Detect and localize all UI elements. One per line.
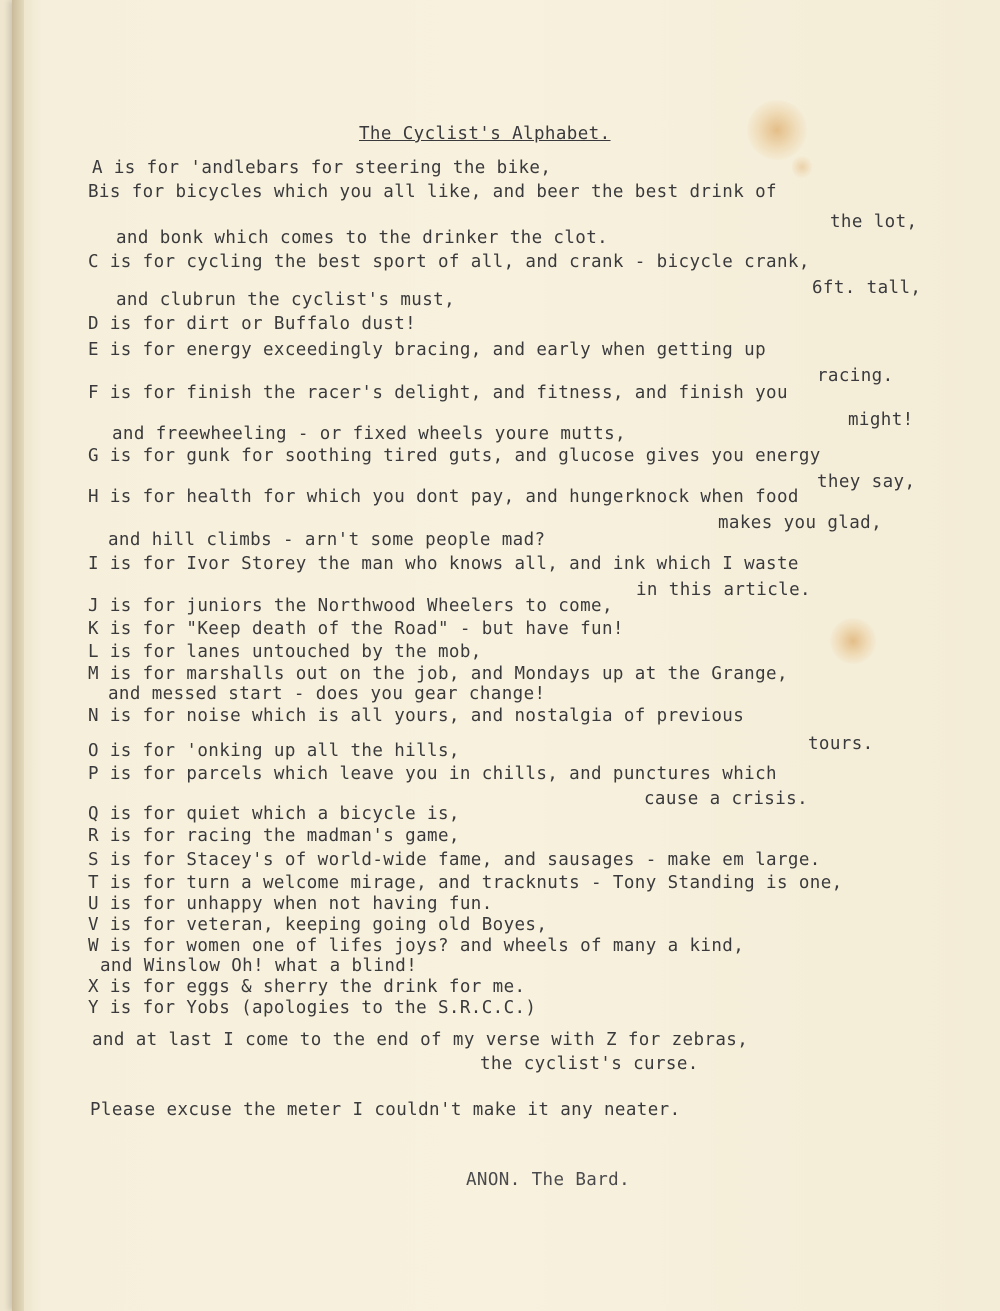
line-d: D is for dirt or Buffalo dust! xyxy=(88,314,417,334)
poem xyxy=(12,0,1000,1311)
line-g: G is for gunk for soothing tired guts, and glucose gives you energy xyxy=(88,446,821,466)
line-b-cont: the lot, xyxy=(830,212,918,232)
line-c-cont: 6ft. tall, xyxy=(812,278,922,298)
line-t: T is for turn a welcome mirage, and tracknuts - Tony Standing is one, xyxy=(88,873,843,893)
line-k: K is for "Keep death of the Road" - but have fun! xyxy=(88,619,624,639)
line-b: Bis for bicycles which you all like, and beer the best drink of xyxy=(88,182,777,202)
line-a: A is for 'andlebars for steering the bike, xyxy=(92,158,552,178)
line-s: S is for Stacey's of world-wide fame, and sausages - make em large. xyxy=(88,850,821,870)
line-j: J is for juniors the Northwood Wheelers to come, xyxy=(88,596,613,616)
signature: ANON. The Bard. xyxy=(466,1170,631,1190)
line-b-bonk: and bonk which comes to the drinker the clot. xyxy=(116,228,609,248)
line-h-hillclimbs: and hill climbs - arn't some people mad? xyxy=(108,530,546,550)
line-x: X is for eggs & sherry the drink for me. xyxy=(88,977,526,997)
line-m: M is for marshalls out on the job, and Mondays up at the Grange, xyxy=(88,664,788,684)
footer-note: Please excuse the meter I couldn't make it any neater. xyxy=(90,1100,681,1120)
line-q: Q is for quiet which a bicycle is, xyxy=(88,804,460,824)
line-r: R is for racing the madman's game, xyxy=(88,826,460,846)
line-f-freewheeling: and freewheeling - or fixed wheels youre mutts, xyxy=(112,424,626,444)
line-c: C is for cycling the best sport of all, and crank - bicycle crank, xyxy=(88,252,810,272)
line-y: Y is for Yobs (apologies to the S.R.C.C.) xyxy=(88,998,537,1018)
line-p: P is for parcels which leave you in chills, and punctures which xyxy=(88,764,777,784)
line-i-cont: in this article. xyxy=(636,580,811,600)
line-l: L is for lanes untouched by the mob, xyxy=(88,642,482,662)
line-f-cont: might! xyxy=(848,410,914,430)
line-u: U is for unhappy when not having fun. xyxy=(88,894,493,914)
line-w: W is for women one of lifes joys? and wheels of many a kind, xyxy=(88,936,745,956)
line-g-cont: they say, xyxy=(817,472,916,492)
line-p-cont: cause a crisis. xyxy=(644,789,809,809)
line-h: H is for health for which you dont pay, and hungerknock when food xyxy=(88,487,799,507)
line-z-cont: the cyclist's curse. xyxy=(480,1054,699,1074)
line-e-cont: racing. xyxy=(817,366,894,386)
line-h-cont: makes you glad, xyxy=(718,513,883,533)
line-e: E is for energy exceedingly bracing, and early when getting up xyxy=(88,340,767,360)
line-m-cont: and messed start - does you gear change! xyxy=(108,684,546,704)
line-n: N is for noise which is all yours, and nostalgia of previous xyxy=(88,706,745,726)
line-i: I is for Ivor Storey the man who knows all, and ink which I waste xyxy=(88,554,799,574)
page-title: The Cyclist's Alphabet. xyxy=(359,124,611,144)
line-o: O is for 'onking up all the hills, xyxy=(88,741,460,761)
typed-page xyxy=(12,0,1000,1311)
line-z: and at last I come to the end of my verse with Z for zebras, xyxy=(92,1030,749,1050)
line-w-cont: and Winslow Oh! what a blind! xyxy=(100,956,418,976)
line-f: F is for finish the racer's delight, and fitness, and finish you xyxy=(88,383,788,403)
line-n-cont: tours. xyxy=(808,734,874,754)
line-c-clubrun: and clubrun the cyclist's must, xyxy=(116,290,456,310)
line-v: V is for veteran, keeping going old Boyes, xyxy=(88,915,548,935)
